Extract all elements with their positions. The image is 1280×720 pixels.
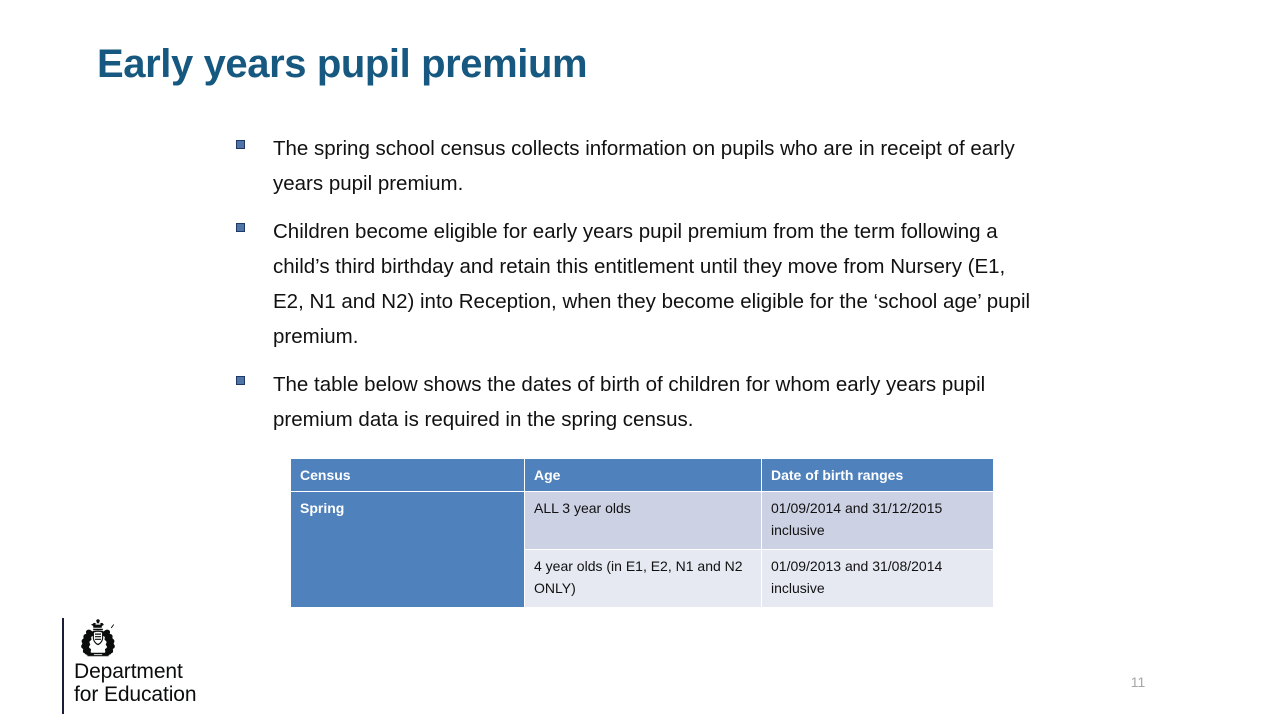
cell-age: 4 year olds (in E1, E2, N1 and N2 ONLY) <box>525 550 761 607</box>
column-header-census: Census <box>291 459 524 491</box>
cell-dob-range: 01/09/2013 and 31/08/2014 inclusive <box>762 550 993 607</box>
row-header-census-spring: Spring <box>291 492 524 607</box>
square-bullet-icon <box>236 140 245 149</box>
eypp-dates-table <box>290 458 994 608</box>
royal-coat-of-arms-icon <box>76 618 120 658</box>
square-bullet-icon <box>236 376 245 385</box>
logo-wordmark-line-2: for Education <box>74 683 197 706</box>
page-title: Early years pupil premium <box>97 42 588 86</box>
logo-wordmark-line-1: Department <box>74 660 183 683</box>
list-item-text: Children become eligible for early years pupil premium from the term following a child’s third birthday and retain this entitlement until they move from Nursery (E1, E2, N1 and N2) into Reception, when they become eligible for the ‘school age’ pupil premium. <box>273 220 1031 348</box>
cell-dob-range: 01/09/2014 and 31/12/2015 inclusive <box>762 492 993 549</box>
square-bullet-icon <box>236 223 245 232</box>
column-header-dob-ranges: Date of birth ranges <box>762 459 993 491</box>
bullet-list <box>236 131 1036 450</box>
page-number: 11 <box>1130 674 1146 690</box>
table-header-row <box>291 459 993 491</box>
dfe-logo <box>62 618 212 714</box>
table-row <box>291 492 993 549</box>
column-header-age: Age <box>525 459 761 491</box>
list-item <box>236 214 1036 354</box>
list-item-text: The table below shows the dates of birth of children for whom early years pupil premium data is required in the spring census. <box>273 373 986 431</box>
logo-divider <box>62 618 64 714</box>
list-item <box>236 367 1036 437</box>
cell-age: ALL 3 year olds <box>525 492 761 549</box>
list-item-text: The spring school census collects information on pupils who are in receipt of early years pupil premium. <box>273 137 1015 195</box>
list-item <box>236 131 1036 201</box>
logo-content <box>74 618 196 706</box>
